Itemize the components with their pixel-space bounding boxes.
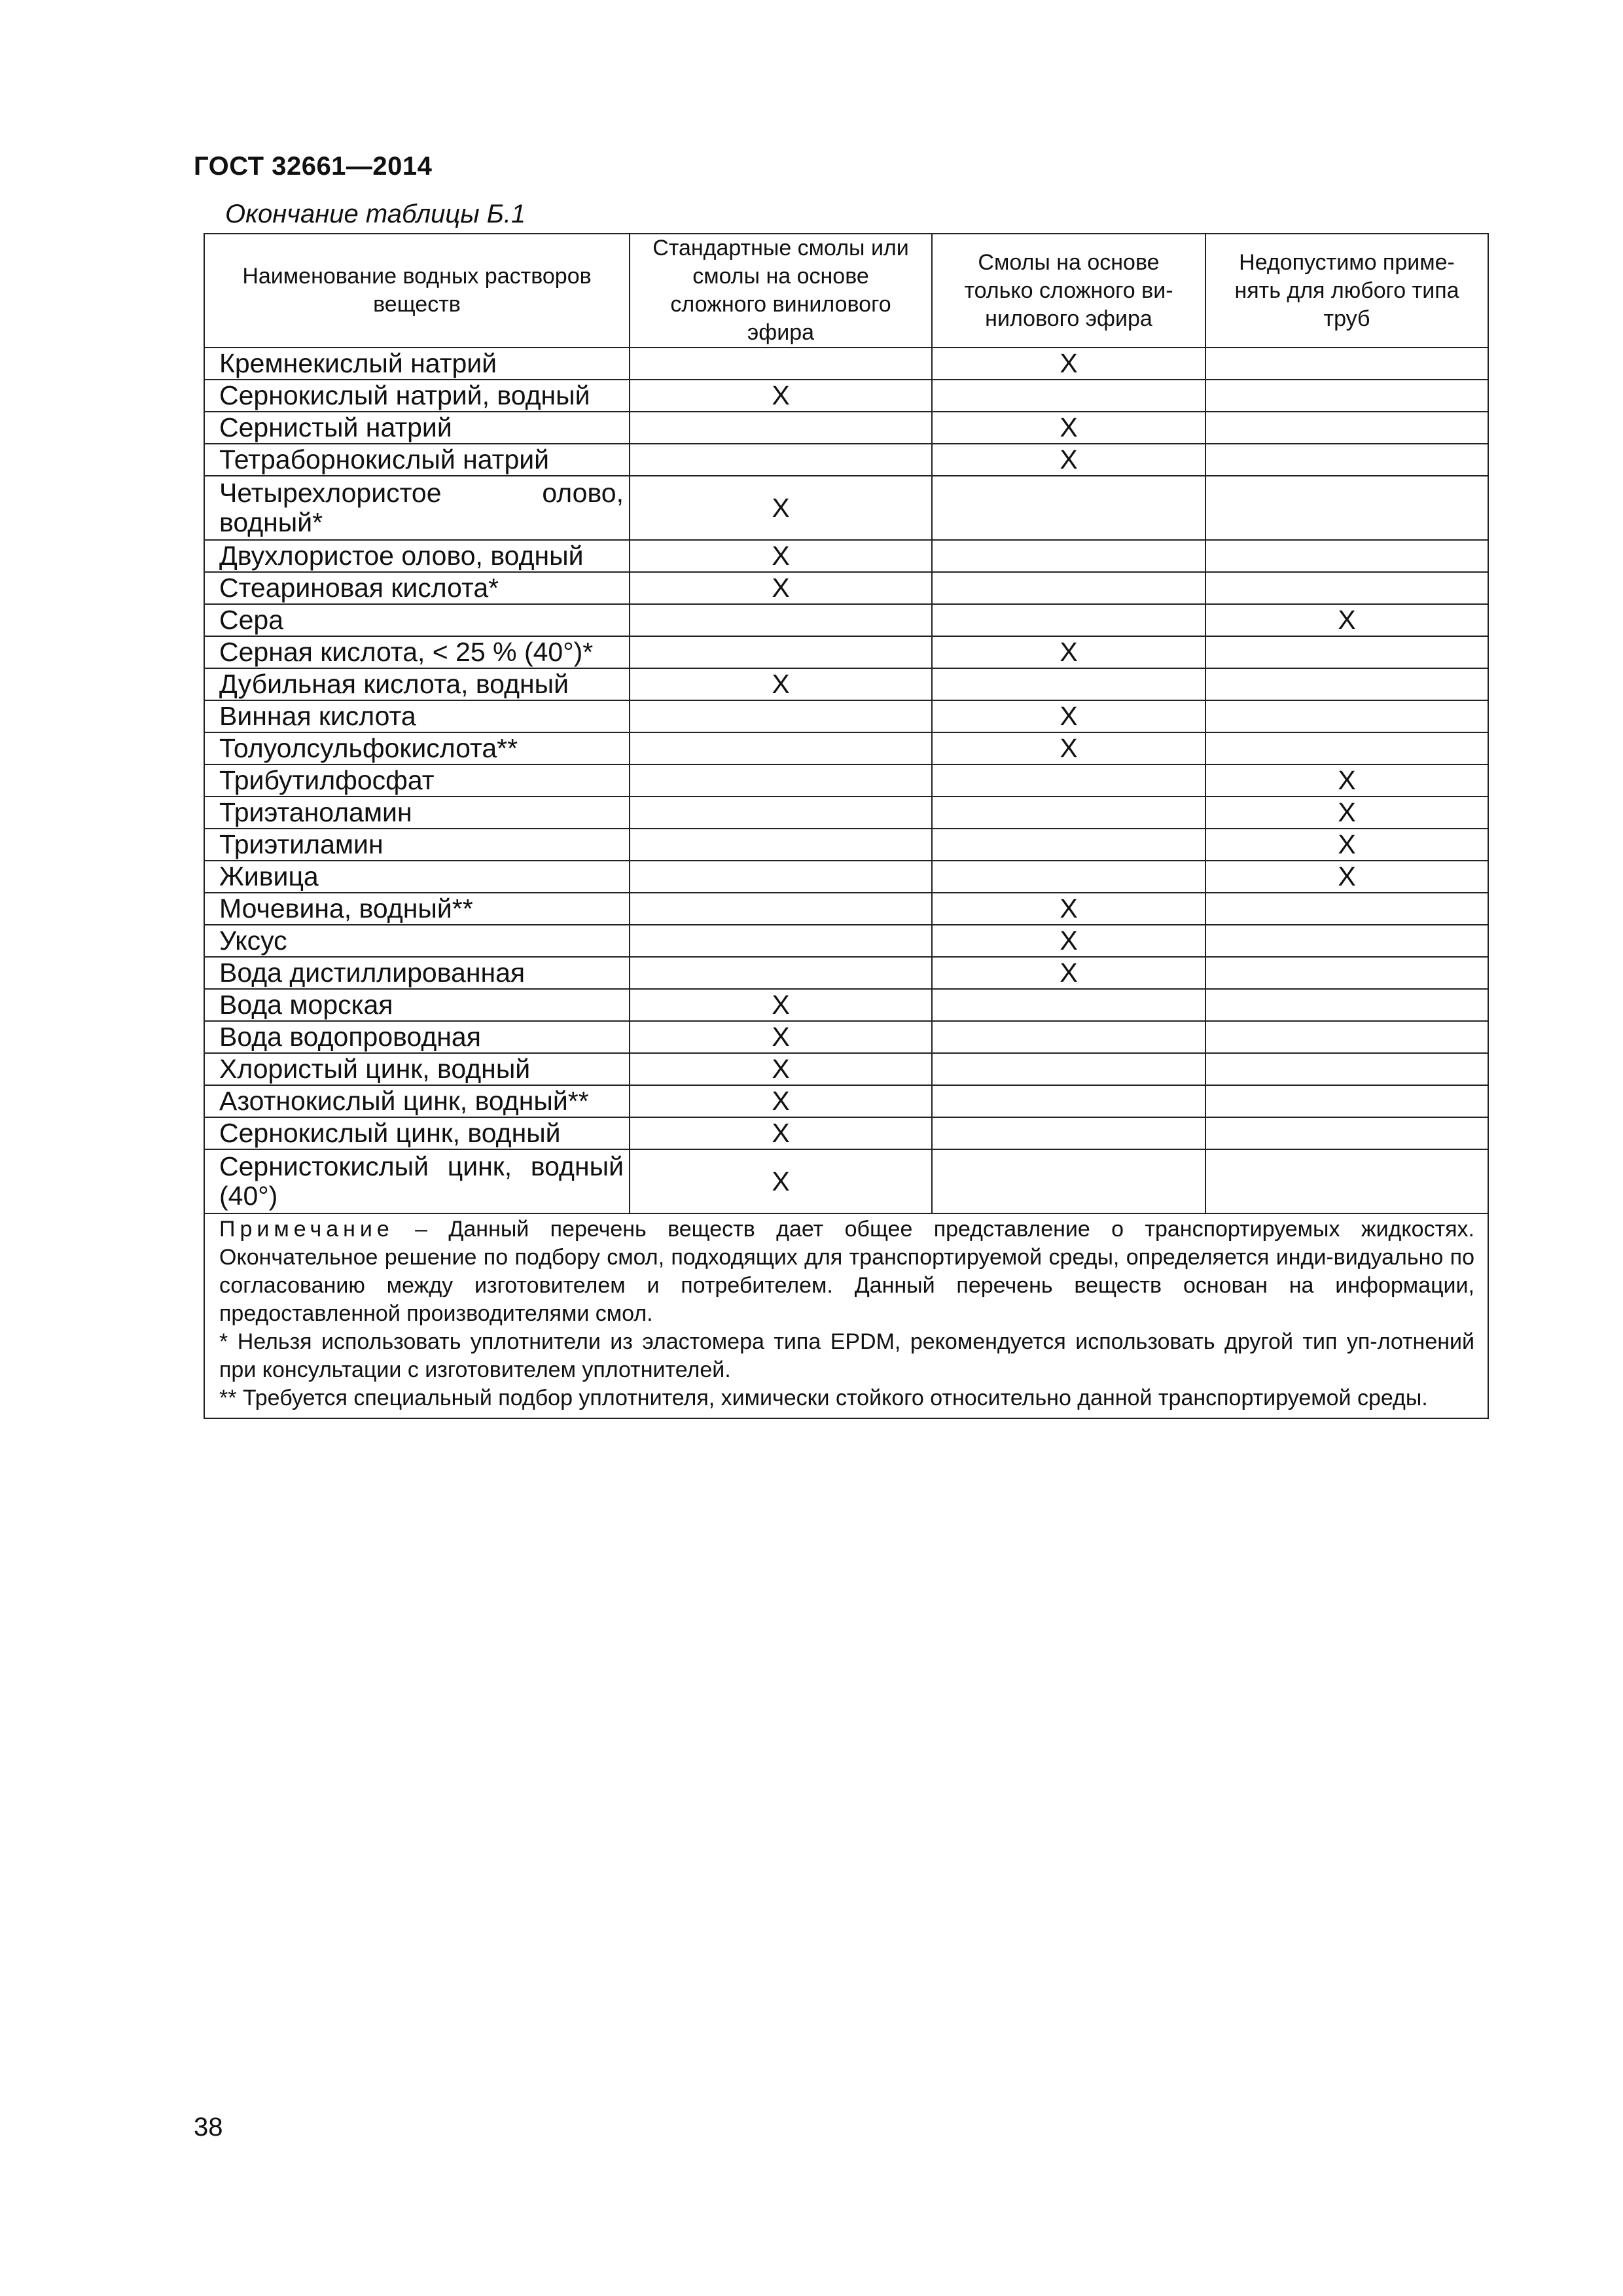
mark-cell-col3 (1205, 829, 1488, 861)
mark-cell-col1 (630, 1117, 932, 1149)
substance-name-cell: Вода водопроводная (204, 1021, 630, 1053)
mark-cell-col3 (1205, 668, 1488, 700)
mark-cell-col1 (630, 668, 932, 700)
substance-name-cell: Двухлористое олово, водный (204, 540, 630, 572)
substance-name-cell: Триэтиламин (204, 829, 630, 861)
applicability-mark: X (1338, 861, 1356, 891)
table-row (204, 348, 1488, 380)
applicability-mark: X (772, 1118, 790, 1148)
mark-cell-col1 (630, 957, 932, 989)
table-row (204, 1085, 1488, 1117)
mark-cell-col1 (630, 797, 932, 829)
applicability-mark: X (772, 1022, 790, 1052)
mark-cell-col3 (1205, 1149, 1488, 1213)
mark-cell-col3 (1205, 764, 1488, 797)
substance-name-cell: Сернокислый натрий, водный (204, 380, 630, 412)
mark-cell-col3 (1205, 861, 1488, 893)
substance-name-cell: Серная кислота, < 25 % (40°)* (204, 636, 630, 668)
mark-cell-col2 (932, 1021, 1205, 1053)
applicability-mark: X (1338, 797, 1356, 827)
mark-cell-col2 (932, 636, 1205, 668)
mark-cell-col2 (932, 797, 1205, 829)
mark-cell-col3 (1205, 925, 1488, 957)
table-body (204, 348, 1488, 1213)
substance-name-cell: Вода дистиллированная (204, 957, 630, 989)
mark-cell-col2 (932, 700, 1205, 732)
mark-cell-col2 (932, 604, 1205, 636)
mark-cell-col2 (932, 572, 1205, 604)
table-row (204, 604, 1488, 636)
substance-name-cell: Сернистокислый цинк, водный (40°) (204, 1149, 630, 1213)
applicability-mark: X (1060, 444, 1078, 475)
applicability-mark: X (1060, 701, 1078, 731)
footnote-double-asterisk: ** Требуется специальный подбор уплотнителя, химически стойкого относительно данной транспортируемой среды. (219, 1386, 1428, 1410)
substance-name-cell: Сернокислый цинк, водный (204, 1117, 630, 1149)
mark-cell-col3 (1205, 572, 1488, 604)
mark-cell-col2 (932, 989, 1205, 1021)
mark-cell-col3 (1205, 797, 1488, 829)
mark-cell-col3 (1205, 989, 1488, 1021)
mark-cell-col1 (630, 476, 932, 540)
mark-cell-col3 (1205, 1021, 1488, 1053)
mark-cell-col3 (1205, 1085, 1488, 1117)
mark-cell-col3 (1205, 1053, 1488, 1085)
mark-cell-col3 (1205, 957, 1488, 989)
mark-cell-col3 (1205, 1117, 1488, 1149)
substance-name-cell: Кремнекислый натрий (204, 348, 630, 380)
note-label: Примечание (219, 1217, 394, 1242)
mark-cell-col3 (1205, 348, 1488, 380)
table-header-row (204, 234, 1488, 348)
table-row (204, 636, 1488, 668)
table-row (204, 668, 1488, 700)
mark-cell-col1 (630, 732, 932, 764)
mark-cell-col1 (630, 1053, 932, 1085)
table-row (204, 444, 1488, 476)
substance-name-cell: Азотнокислый цинк, водный** (204, 1085, 630, 1117)
mark-cell-col2 (932, 348, 1205, 380)
mark-cell-col3 (1205, 412, 1488, 444)
footnote-single-asterisk: * Нельзя использовать уплотнители из эластомера типа EPDM, рекомендуется использовать другой тип уп-лотнений при консультации с изготовителем уплотнителей. (219, 1329, 1474, 1382)
mark-cell-col2 (932, 957, 1205, 989)
table-row (204, 476, 1488, 540)
substance-name-cell: Винная кислота (204, 700, 630, 732)
applicability-mark: X (1060, 893, 1078, 924)
applicability-mark: X (772, 1054, 790, 1084)
mark-cell-col3 (1205, 700, 1488, 732)
applicability-mark: X (772, 669, 790, 699)
applicability-mark: X (772, 492, 790, 523)
note-text: – Данный перечень веществ дает общее представление о транспортируемых жидкостях. Окончательное решение по подбору смол, подходящих для транспортируемой среды, определяется инди-видуально по согласованию между изготовителем и потребителем. Данный перечень веществ основан на информации, предоставленной производителями смол. (219, 1217, 1474, 1326)
mark-cell-col1 (630, 348, 932, 380)
mark-cell-col3 (1205, 604, 1488, 636)
substance-name-cell: Живица (204, 861, 630, 893)
table-row (204, 1117, 1488, 1149)
mark-cell-col3 (1205, 380, 1488, 412)
mark-cell-col1 (630, 925, 932, 957)
mark-cell-col1 (630, 380, 932, 412)
mark-cell-col1 (630, 636, 932, 668)
applicability-mark: X (772, 380, 790, 410)
table-note-row (204, 1213, 1488, 1418)
substance-name-cell: Уксус (204, 925, 630, 957)
applicability-mark: X (1060, 637, 1078, 667)
table-row (204, 732, 1488, 764)
table-row (204, 861, 1488, 893)
table-note (204, 1213, 1488, 1418)
mark-cell-col2 (932, 444, 1205, 476)
applicability-mark: X (1060, 925, 1078, 956)
page-number: 38 (194, 2113, 223, 2142)
mark-cell-col1 (630, 412, 932, 444)
mark-cell-col2 (932, 1053, 1205, 1085)
substance-name-cell: Дубильная кислота, водный (204, 668, 630, 700)
table-row (204, 893, 1488, 925)
table-row (204, 700, 1488, 732)
substance-name-cell: Толуолсульфокислота** (204, 732, 630, 764)
table-row (204, 797, 1488, 829)
mark-cell-col3 (1205, 540, 1488, 572)
mark-cell-col1 (630, 572, 932, 604)
column-header-standard-resins: Стандартные смолы или смолы на основе сложного винилового эфира (630, 234, 932, 348)
substance-name-cell: Четырехлористое олово, водный* (204, 476, 630, 540)
mark-cell-col3 (1205, 476, 1488, 540)
substance-name-cell: Сера (204, 604, 630, 636)
mark-cell-col2 (932, 829, 1205, 861)
applicability-mark: X (772, 990, 790, 1020)
table-row (204, 957, 1488, 989)
resistance-table (204, 233, 1489, 1419)
table-caption: Окончание таблицы Б.1 (225, 200, 526, 228)
mark-cell-col3 (1205, 893, 1488, 925)
table-row (204, 829, 1488, 861)
applicability-mark: X (772, 541, 790, 571)
mark-cell-col1 (630, 1021, 932, 1053)
mark-cell-col2 (932, 1117, 1205, 1149)
applicability-mark: X (1338, 765, 1356, 795)
mark-cell-col2 (932, 925, 1205, 957)
mark-cell-col1 (630, 444, 932, 476)
applicability-mark: X (772, 573, 790, 603)
table-row (204, 412, 1488, 444)
table-row (204, 764, 1488, 797)
mark-cell-col3 (1205, 444, 1488, 476)
applicability-mark: X (1060, 412, 1078, 442)
mark-cell-col2 (932, 861, 1205, 893)
table-row (204, 1053, 1488, 1085)
substance-name-cell: Сернистый натрий (204, 412, 630, 444)
applicability-mark: X (772, 1166, 790, 1196)
substance-name-cell: Трибутилфосфат (204, 764, 630, 797)
substance-name-cell: Тетраборнокислый натрий (204, 444, 630, 476)
applicability-mark: X (1338, 829, 1356, 859)
mark-cell-col2 (932, 380, 1205, 412)
mark-cell-col2 (932, 1149, 1205, 1213)
applicability-mark: X (1338, 605, 1356, 635)
substance-name-cell: Хлористый цинк, водный (204, 1053, 630, 1085)
applicability-mark: X (1060, 348, 1078, 378)
table-row (204, 380, 1488, 412)
mark-cell-col2 (932, 668, 1205, 700)
mark-cell-col2 (932, 732, 1205, 764)
mark-cell-col1 (630, 1085, 932, 1117)
table-row (204, 989, 1488, 1021)
mark-cell-col2 (932, 412, 1205, 444)
mark-cell-col3 (1205, 732, 1488, 764)
column-header-not-allowed: Недопустимо приме-нять для любого типа труб (1205, 234, 1488, 348)
mark-cell-col2 (932, 764, 1205, 797)
applicability-mark: X (772, 1086, 790, 1116)
document-header: ГОСТ 32661—2014 (194, 152, 433, 181)
table-row (204, 1021, 1488, 1053)
column-header-substance: Наименование водных растворов веществ (204, 234, 630, 348)
mark-cell-col2 (932, 893, 1205, 925)
applicability-mark: X (1060, 958, 1078, 988)
mark-cell-col1 (630, 829, 932, 861)
table-row (204, 572, 1488, 604)
mark-cell-col2 (932, 540, 1205, 572)
column-header-vinyl-ester-only: Смолы на основе только сложного ви-нилового эфира (932, 234, 1205, 348)
substance-name-cell: Триэтаноламин (204, 797, 630, 829)
mark-cell-col2 (932, 1085, 1205, 1117)
substance-name-cell: Стеариновая кислота* (204, 572, 630, 604)
mark-cell-col1 (630, 700, 932, 732)
table-row (204, 925, 1488, 957)
substance-name-cell: Вода морская (204, 989, 630, 1021)
mark-cell-col2 (932, 476, 1205, 540)
mark-cell-col1 (630, 861, 932, 893)
mark-cell-col1 (630, 1149, 932, 1213)
applicability-mark: X (1060, 733, 1078, 763)
mark-cell-col1 (630, 540, 932, 572)
mark-cell-col1 (630, 893, 932, 925)
mark-cell-col1 (630, 604, 932, 636)
substance-name-cell: Мочевина, водный** (204, 893, 630, 925)
mark-cell-col1 (630, 764, 932, 797)
table-row (204, 1149, 1488, 1213)
mark-cell-col1 (630, 989, 932, 1021)
mark-cell-col3 (1205, 636, 1488, 668)
table-row (204, 540, 1488, 572)
